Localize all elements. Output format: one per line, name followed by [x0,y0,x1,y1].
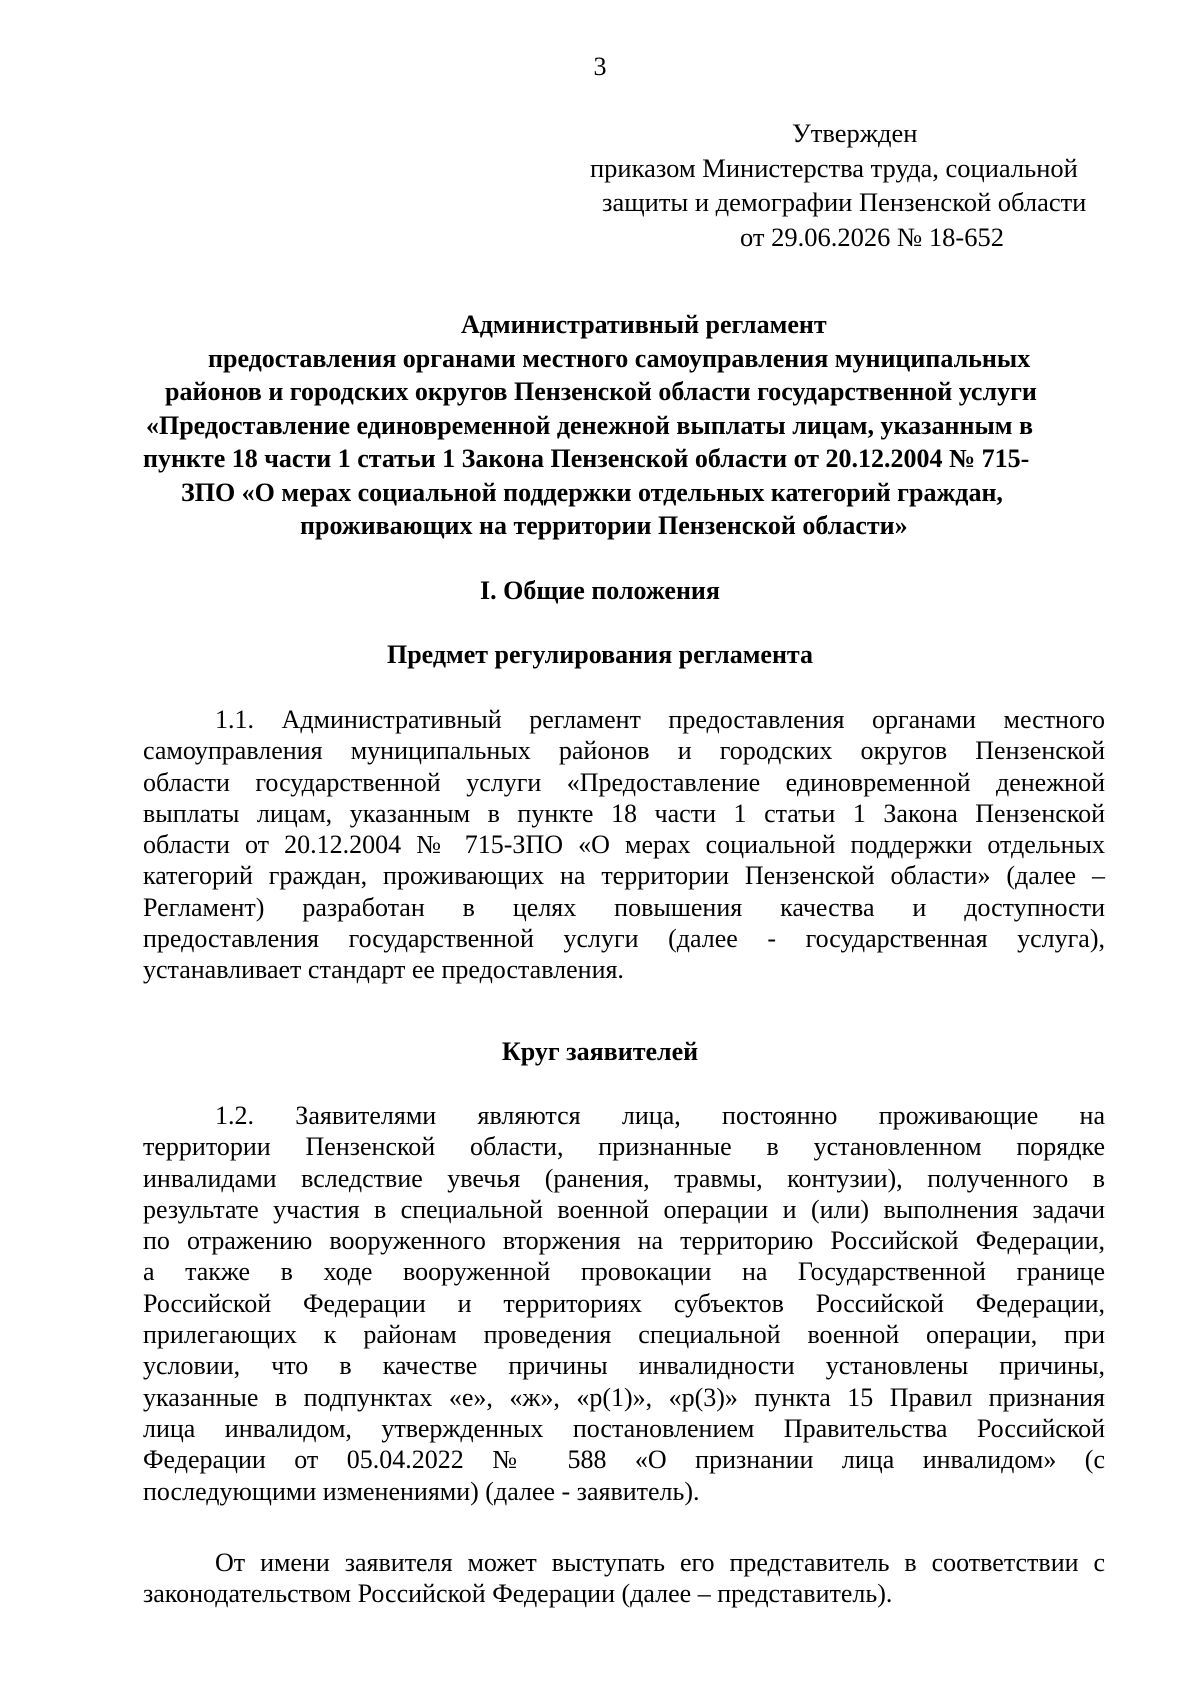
section-heading-subject: Предмет регулирования регламента [386,640,814,669]
title-line: Административный регламент [461,310,827,339]
approval-line: от 29.06.2026 № 18-652 [740,221,1004,252]
section-heading-applicants: Круг заявителей [501,1037,699,1066]
paragraph-line: а также в ходе вооруженной провокации на Государственной границе [143,1257,1105,1287]
approval-line: Утвержден [792,118,918,148]
paragraph-representative [143,1547,1105,1610]
approval-line: защиты и демографии Пензенской области [602,187,1087,217]
paragraph-line: лица инвалидом, утвержденных постановлением Правительства Российской [143,1413,1105,1443]
paragraph-line: законодательством Российской Федерации (далее – представитель). [143,1579,893,1609]
paragraph-1-2 [143,1100,1105,1507]
paragraph-line: прилегающих к районам проведения специальной военной операции, при [143,1320,1105,1350]
paragraph-line: 1.2. Заявителями являются лица, постоянно проживающие на [215,1101,1105,1130]
approval-line: приказом Министерства труда, социальной [590,152,1078,183]
title-line: пункте 18 части 1 статьи 1 Закона Пензенской области от 20.12.2004 № 715- [143,444,1030,473]
title-line: проживающих на территории Пензенской области» [300,511,908,540]
paragraph-line: области от 20.12.2004 № 715-ЗПО «О мерах социальной поддержки отдельных [143,830,1105,860]
title-line: предоставления органами местного самоуправления муниципальных [208,343,1031,373]
document-title [143,308,1103,543]
approval-stamp-block [560,116,1120,254]
paragraph-line: От имени заявителя может выступать его представитель в соответствии с [215,1548,1105,1577]
paragraph-line: 1.1. Административный регламент предоставления органами местного [215,705,1105,734]
page-number: 3 [593,52,607,81]
title-line: районов и городских округов Пензенской области государственной услуги [165,377,1037,406]
paragraph-line: устанавливает стандарт ее предоставления. [143,955,624,985]
paragraph-line: выплаты лицам, указанным в пункте 18 части 1 статьи 1 Закона Пензенской [143,798,1105,828]
paragraph-line: указанные в подпунктах «е», «ж», «р(1)», «р(3)» пункта 15 Правил признания [143,1382,1105,1412]
paragraph-line: области государственной услуги «Предоставление единовременной денежной [143,767,1105,797]
paragraph-line: самоуправления муниципальных районов и городских округов Пензенской [143,736,1105,766]
paragraph-line: последующими изменениями) (далее - заявитель). [143,1476,700,1506]
paragraph-line: Российской Федерации и территориях субъектов Российской Федерации, [143,1288,1105,1318]
paragraph-line: территории Пензенской области, признанные в установленном порядке [143,1132,1105,1162]
paragraph-line: предоставления государственной услуги (далее - государственная услуга), [143,924,1105,954]
paragraph-line: условии, что в качестве причины инвалидности установлены причины, [143,1351,1105,1381]
paragraph-line: результате участия в специальной военной операции и (или) выполнения задачи [143,1194,1105,1224]
paragraph-line: Регламент) разработан в целях повышения качества и доступности [143,892,1105,922]
section-heading-general: I. Общие положения [480,576,720,605]
paragraph-line: инвалидами вследствие увечья (ранения, травмы, контузии), полученного в [143,1163,1105,1193]
paragraph-1-1 [143,704,1105,986]
paragraph-line: Федерации от 05.04.2022 № 588 «О признании лица инвалидом» (с [143,1445,1105,1475]
paragraph-line: категорий граждан, проживающих на территории Пензенской области» (далее – [143,861,1105,891]
title-line: «Предоставление единовременной денежной выплаты лицам, указанным в [146,410,1034,440]
paragraph-line: по отражению вооруженного вторжения на территорию Российской Федерации, [143,1226,1105,1256]
title-line: ЗПО «О мерах социальной поддержки отдельных категорий граждан, [181,477,1003,507]
